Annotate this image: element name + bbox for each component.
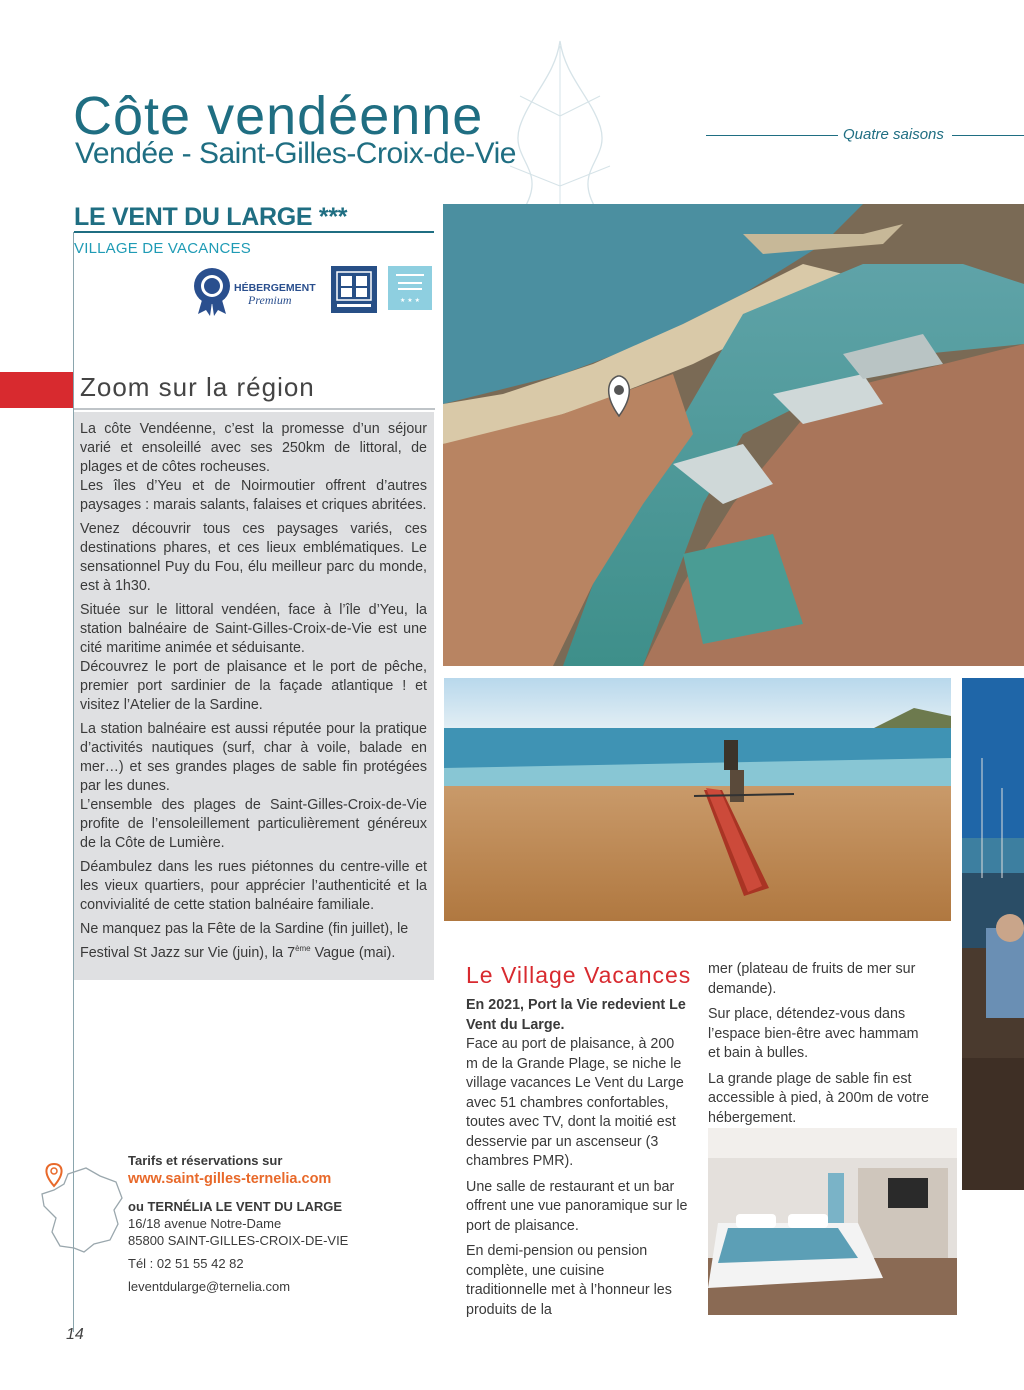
- rosette-icon: [190, 266, 234, 316]
- season-divider-right: [952, 135, 1024, 136]
- contact-alt-label: ou TERNÉLIA LE VENT DU LARGE: [128, 1199, 343, 1214]
- section-accent-bar: [0, 372, 73, 408]
- hotel-name: LE VENT DU LARGE ***: [74, 203, 348, 231]
- village-text-column-2: [708, 960, 932, 1134]
- aerial-photo-illustration: [443, 204, 1024, 666]
- tourisme-handicap-badge: [331, 266, 377, 313]
- address-line-2: 85800 SAINT-GILLES-CROIX-DE-VIE: [128, 1233, 349, 1248]
- aerial-port-photo: [443, 204, 1024, 666]
- port-terrace-photo: [962, 678, 1024, 1190]
- zoom-title-rule: [74, 408, 435, 410]
- zoom-paragraph: La côte Vendéenne, c’est la promesse d’un séjour varié et ensoleillé avec ses 250km de littoral, de plages et de côtes rocheuses. Les îles d’Yeu et de Noirmoutier offrent d’autres paysages : marais salants, falaises et criques abritées.: [80, 421, 427, 513]
- village-paragraph: Une salle de restaurant et un bar offrent une vue panoramique sur le port de plaisance.: [466, 1178, 688, 1234]
- phone-number[interactable]: Tél : 02 51 55 42 82: [128, 1256, 244, 1271]
- accessibility-icon: [331, 266, 377, 313]
- email-address[interactable]: leventdularge@ternelia.com: [128, 1279, 291, 1294]
- zoom-paragraph: Déambulez dans les rues piétonnes du centre-ville et les vieux quartiers, pour apprécier l’authenticité et la convivialité de cette station balnéaire familiale.: [80, 859, 427, 913]
- village-paragraph: Sur place, détendez-vous dans l’espace bien-être avec hammam et bain à bulles.: [708, 1006, 919, 1061]
- zoom-paragraph-events: Ne manquez pas la Fête de la Sardine (fin juillet), le Festival St Jazz sur Vie (juin), la 7ème Vague (mai).: [80, 921, 409, 961]
- village-section-title: Le Village Vacances: [466, 962, 692, 988]
- hotel-type: VILLAGE DE VACANCES: [74, 240, 251, 257]
- badge-hebergement-text: HÉBERGEMENT: [234, 282, 316, 294]
- village-vacances-stars-icon: [388, 266, 432, 316]
- zoom-paragraph: Venez découvrir tous ces paysages variés, ces destinations phares, et ces lieux emblématiques. Le sensationnel Puy du Fou, élu meilleur parc du monde, est à 1h30.: [80, 521, 427, 594]
- page-title: Côte vendéenne: [73, 86, 484, 146]
- village-lead: En 2021, Port la Vie redevient Le Vent du Large.: [466, 997, 686, 1033]
- france-map-icon: [38, 1160, 126, 1256]
- zoom-paragraph: Située sur le littoral vendéen, face à l’île d’Yeu, la station balnéaire de Saint-Gilles-Croix-de-Vie est une cité maritime animée et séduisante. Découvrez le port de plaisance et le port de pêche, premier port sardinier de la façade atlantique ! et visitez l’Atelier de la Sardine.: [80, 602, 427, 713]
- zoom-paragraph: La station balnéaire est aussi réputée pour la pratique d’activités nautiques (surf, char à voile, balade en mer…) et ses grandes plages de sable fin protégées par les dunes. L’ensemble des plages de Saint-Gilles-Croix-de-Vie profite de l’ensoleillement particulièrement généreux de la Côte de Lumière.: [80, 721, 427, 851]
- page-number: 14: [66, 1326, 84, 1343]
- season-label: Quatre saisons: [843, 126, 944, 143]
- svg-text:★ ★ ★: ★ ★ ★: [400, 297, 420, 304]
- page-subtitle: Vendée - Saint-Gilles-Croix-de-Vie: [75, 137, 516, 170]
- village-paragraph: Face au port de plaisance, à 200 m de la Grande Plage, se niche le village vacances Le Vent du Large avec 51 chambres confortables, toutes avec TV, dont la moitié est desservie par un ascenseur (3 chambres PMR).: [466, 1036, 684, 1169]
- village-paragraph: mer (plateau de fruits de mer sur demande).: [708, 961, 916, 997]
- village-paragraph: La grande plage de sable fin est accessible à pied, à 200m de votre hébergement.: [708, 1070, 929, 1126]
- season-divider-left: [706, 135, 838, 136]
- hebergement-premium-badge: [190, 266, 320, 316]
- hotel-name-rule: [74, 231, 434, 233]
- port-photo-illustration: [962, 678, 1024, 1190]
- room-photo-illustration: [708, 1128, 957, 1315]
- zoom-section-title: Zoom sur la région: [80, 372, 315, 402]
- hotel-room-photo: [708, 1128, 957, 1315]
- village-vacances-label-badge: [388, 266, 432, 316]
- zoom-body-text: [80, 420, 427, 968]
- address-line-1: 16/18 avenue Notre-Dame: [128, 1216, 282, 1231]
- contact-label: Tarifs et réservations sur: [128, 1153, 283, 1168]
- website-link[interactable]: www.saint-gilles-ternelia.com: [128, 1171, 332, 1187]
- kayak-photo-illustration: [444, 678, 951, 921]
- badge-premium-text: Premium: [248, 293, 292, 307]
- beach-kayak-photo: [444, 678, 951, 921]
- contact-block: [128, 1152, 428, 1295]
- village-text-column-1: [466, 996, 688, 1326]
- village-paragraph: En demi-pension ou pension complète, une cuisine traditionnelle met à l’honneur les produits de la: [466, 1243, 672, 1318]
